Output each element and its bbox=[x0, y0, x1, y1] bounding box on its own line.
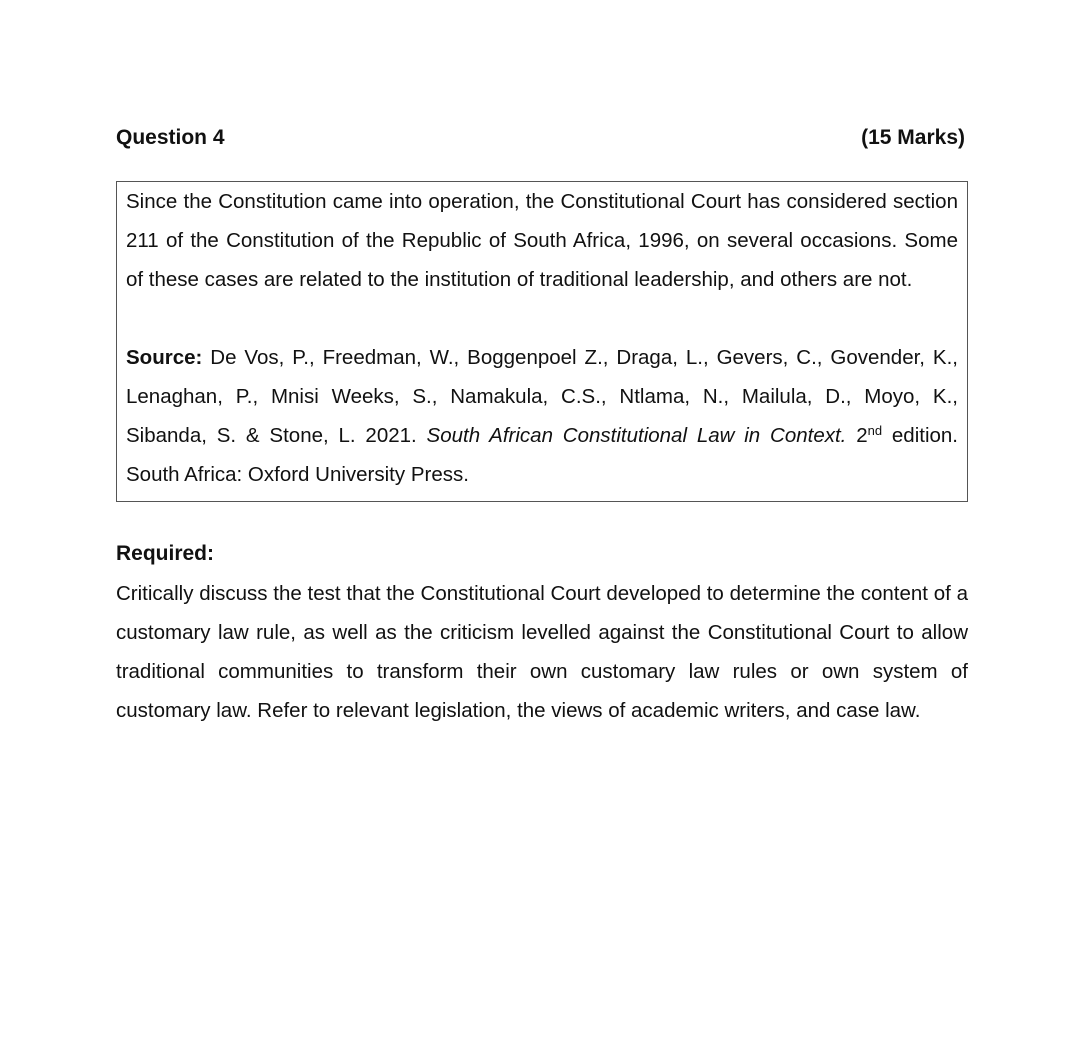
source-citation bbox=[126, 338, 958, 501]
extract-spacer bbox=[126, 299, 958, 338]
question-page bbox=[116, 122, 968, 730]
source-publisher: edition. South Africa: Oxford University Press. bbox=[126, 424, 958, 486]
extract-paragraph: Since the Constitution came into operation, the Constitutional Court has considered section 211 of the Constitution of the Republic of South Africa, 1996, on several occasions. Some of these cases are related to the institution of traditional leadership, and others are not. bbox=[126, 190, 958, 291]
source-book-title: South African Constitutional Law in Context. bbox=[426, 424, 847, 447]
required-heading: Required: bbox=[116, 542, 215, 565]
source-edition-suffix: nd bbox=[867, 423, 883, 438]
source-label: Source: bbox=[126, 346, 203, 369]
required-instructions: Critically discuss the test that the Constitutional Court developed to determine the content of a customary law rule, as well as the criticism levelled against the Constitutional Court to allow traditional communities to transform their own customary law rules or own system of customary law. Refer to relevant legislation, the views of academic writers, and case law. bbox=[116, 582, 968, 722]
question-marks: (15 Marks) bbox=[861, 126, 965, 149]
extract-box bbox=[116, 181, 968, 502]
question-title: Question 4 bbox=[116, 126, 225, 149]
source-authors: De Vos, P., Freedman, W., Boggenpoel Z., Draga, L., Gevers, C., Govender, K., Lenaghan, P., Mnisi Weeks, S., Namakula, C.S., Ntlama, N., Mailula, D., Moyo, K., Sibanda, S. & Stone, L. 2021. bbox=[126, 346, 958, 447]
source-edition-number: 2 bbox=[856, 424, 868, 447]
question-header bbox=[116, 122, 968, 154]
